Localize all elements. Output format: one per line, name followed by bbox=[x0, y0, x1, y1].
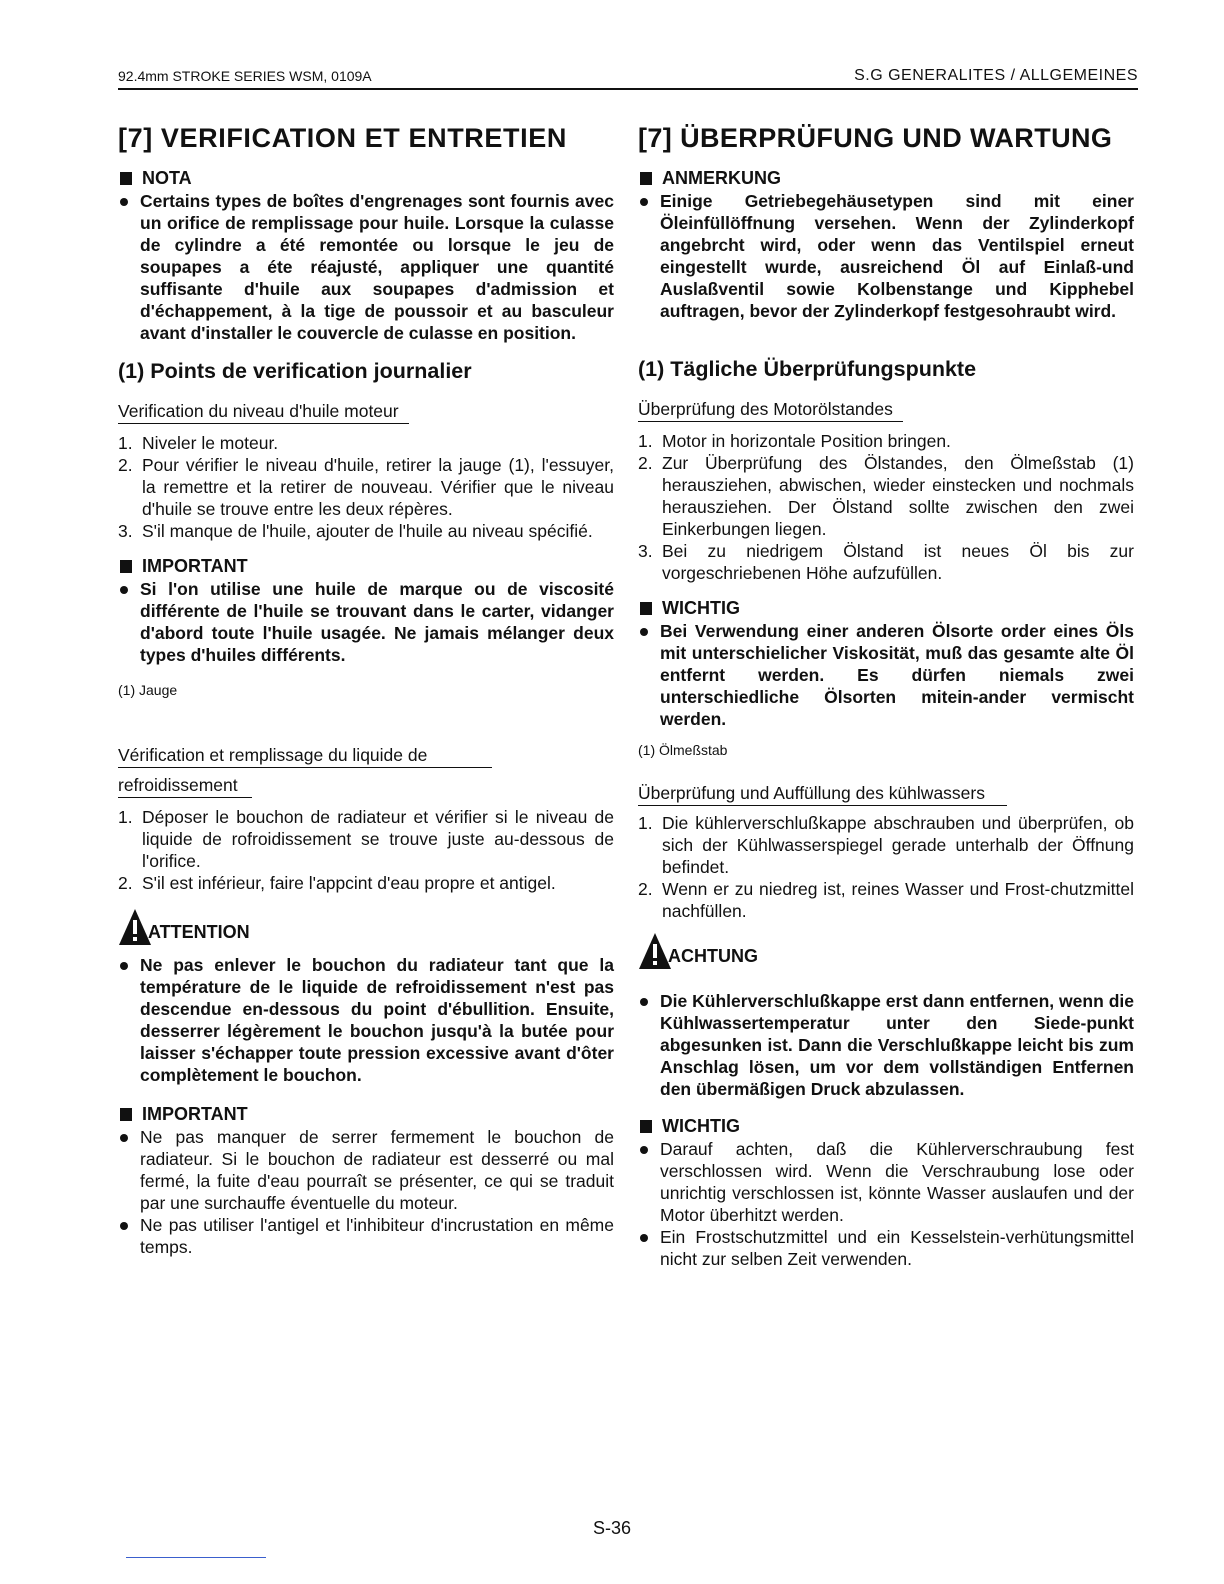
de-coolant-steps bbox=[638, 812, 1134, 922]
list-item: 3. S'il manque de l'huile, ajouter de l'huile au niveau spécifié. bbox=[118, 521, 593, 541]
list-item: 1. Niveler le moteur. bbox=[118, 433, 279, 453]
de-figure-caption: (1) Ölmeßstab bbox=[638, 742, 728, 758]
de-oil-steps bbox=[638, 430, 1134, 584]
de-important-oil-text: Bei Verwendung einer anderen Ölsorte order eines Öls mit unterschielicher Viskosität, muß das gesamte alte Öl entfernt werden. Es dürfen niemals zwei unterschiedliche Ölsorten mitein-ander vermischt werden. bbox=[638, 620, 1134, 730]
fr-coolant-title-2: refroidissement bbox=[118, 774, 252, 798]
de-nota-text: Einige Getriebegehäusetypen sind mit einer Öleinfüllöffnung versehen. Wenn der Zylinderkopf angebrcht wird, oder wenn das Ventilspiel erneut eingestellt wurde, ausreichend Öl auf Einlaß-und Auslaßventil sowie Kolbenstange und Kipphebel auftragen, bevor der Zylinderkopf festgesohraubt wird. bbox=[638, 190, 1134, 322]
de-oil-check-title: Überprüfung des Motorölstandes bbox=[638, 398, 903, 422]
list-item: 2. Zur Überprüfung des Ölstandes, den Ölmeßstab (1) herausziehen, abwischen, wieder einstecken und nochmals herausziehen. Der Ölstand sollte zwischen den zwei Einkerbungen liegen. bbox=[638, 453, 1134, 539]
fr-important2-label: IMPORTANT bbox=[118, 1102, 614, 1126]
page-number: S-36 bbox=[592, 1518, 632, 1538]
fr-important-label: IMPORTANT bbox=[118, 554, 614, 578]
de-attention-label: ACHTUNG bbox=[638, 930, 1134, 970]
list-item: 2. Wenn er zu niedreg ist, reines Wasser und Frost-chutzmittel nachfüllen. bbox=[638, 879, 1134, 921]
fr-coolant-title-1: Vérification et remplissage du liquide de bbox=[118, 745, 428, 765]
list-item: 1. Déposer le bouchon de radiateur et vérifier si le niveau de liquide de rofroidissement se trouve juste au-dessous de l'orifice. bbox=[118, 807, 614, 871]
list-item: Ein Frostschutzmittel und ein Kesselstein-verhütungsmittel nicht zur selben Zeit verwenden. bbox=[638, 1226, 1134, 1270]
fr-coolant-steps bbox=[118, 806, 614, 894]
list-item: 2. Pour vérifier le niveau d'huile, retirer la jauge (1), l'essuyer, la remettre et la retirer de nouveau. Vérifier que le niveau d'huile se trouve entre les deux répères. bbox=[118, 455, 614, 519]
list-item: Ne pas manquer de serrer fermement le bouchon de radiateur. Si le bouchon de radiateur est desserré ou mal fermé, la fuite d'eau pourraît se présenter, ce qui se traduit par une surchauffe éventuelle du moteur. bbox=[118, 1126, 614, 1214]
fr-nota-label-text: NOTA bbox=[142, 168, 192, 188]
fr-attention-label: ATTENTION bbox=[118, 906, 614, 946]
fr-oil-check-title: Verification du niveau d'huile moteur bbox=[118, 400, 409, 424]
german-column bbox=[638, 118, 1134, 1270]
de-title: [7] ÜBERPRÜFUNG UND WARTUNG bbox=[638, 123, 1113, 153]
square-bullet-icon bbox=[640, 172, 652, 185]
fr-oil-steps bbox=[118, 432, 614, 542]
square-bullet-icon bbox=[120, 560, 132, 573]
square-bullet-icon bbox=[120, 172, 132, 185]
header-section: S.G GENERALITES / ALLGEMEINES bbox=[854, 67, 1138, 84]
square-bullet-icon bbox=[120, 1108, 132, 1121]
list-item: Ne pas utiliser l'antigel et l'inhibiteur d'incrustation en même temps. bbox=[118, 1214, 614, 1258]
fr-nota-text: Certains types de boîtes d'engrenages sont fournis avec un orifice de remplissage pour huile. Lorsque la culasse de cylindre a été remontée ou lorsque le jeu de soupapes a éte réajusté, appliquer une quantité suffisante d'huile aux soupapes d'admission et d'échappement, à la tige de poussoir et au basculeur avant d'installer le couvercle de culasse en position. bbox=[118, 190, 614, 344]
header-series: 92.4mm STROKE SERIES WSM, 0109A bbox=[118, 68, 372, 84]
fr-nota-label bbox=[118, 166, 614, 190]
list-item: 1. Motor in horizontale Position bringen. bbox=[638, 431, 951, 451]
list-item: 1. Die kühlerverschlußkappe abschrauben und überprüfen, ob sich der Kühlwasserspiegel gerade unterhalb der Öffnung befindet. bbox=[638, 813, 1134, 877]
de-important-label: WICHTIG bbox=[638, 596, 1134, 620]
page-header bbox=[118, 64, 1138, 90]
fr-title: [7] VERIFICATION ET ENTRETIEN bbox=[118, 123, 567, 153]
de-section-heading: (1) Tägliche Überprüfungspunkte bbox=[638, 357, 977, 381]
french-column bbox=[118, 118, 614, 1258]
warning-triangle-icon bbox=[118, 908, 152, 946]
fr-attention-text: Ne pas enlever le bouchon du radiateur tant que la température de le liquide de refroidissement n'est pas descendue en-dessous du point d'ébullition. Ensuite, desserrer légèrement le bouchon jusqu'à la butée pour laisser s'échapper toute pression excessive avant d'ôter complètement le bouchon. bbox=[118, 954, 614, 1086]
warning-triangle-icon bbox=[638, 932, 672, 970]
de-coolant-title: Überprüfung und Auffüllung des kühlwassers bbox=[638, 782, 1007, 806]
list-item: Darauf achten, daß die Kühlerverschraubung fest verschlossen wird. Wenn die Verschraubung lose oder unrichtig verschlossen ist, könnte Wasser auslaufen und der Motor überhitzt werden. bbox=[638, 1138, 1134, 1226]
footer-rule bbox=[126, 1557, 266, 1558]
square-bullet-icon bbox=[640, 602, 652, 615]
fr-figure-caption: (1) Jauge bbox=[118, 682, 178, 698]
de-attention-text: Die Kühlerverschlußkappe erst dann entfernen, wenn die Kühlwassertemperatur unter den Siede-punkt abgesunken ist. Dann die Verschlußkappe leicht bis zum Anschlag lösen, um vor dem vollständigen Entfernen den übermäßigen Druck abzulassen. bbox=[638, 990, 1134, 1100]
square-bullet-icon bbox=[640, 1120, 652, 1133]
fr-section-heading: (1) Points de verification journalier bbox=[118, 359, 472, 383]
fr-important-oil-text: Si l'on utilise une huile de marque ou de viscosité différente de l'huile se trouvant dans le carter, vidanger d'abord toute l'huile usagée. Ne jamais mélanger deux types d'huiles différents. bbox=[118, 578, 614, 666]
list-item: 3. Bei zu niedrigem Ölstand ist neues Öl bis zur vorgeschriebenen Höhe aufzufüllen. bbox=[638, 541, 1134, 583]
de-nota-label: ANMERKUNG bbox=[638, 166, 1134, 190]
de-important2-label: WICHTIG bbox=[638, 1114, 1134, 1138]
list-item: 2. S'il est inférieur, faire l'appcint d'eau propre et antigel. bbox=[118, 873, 556, 893]
